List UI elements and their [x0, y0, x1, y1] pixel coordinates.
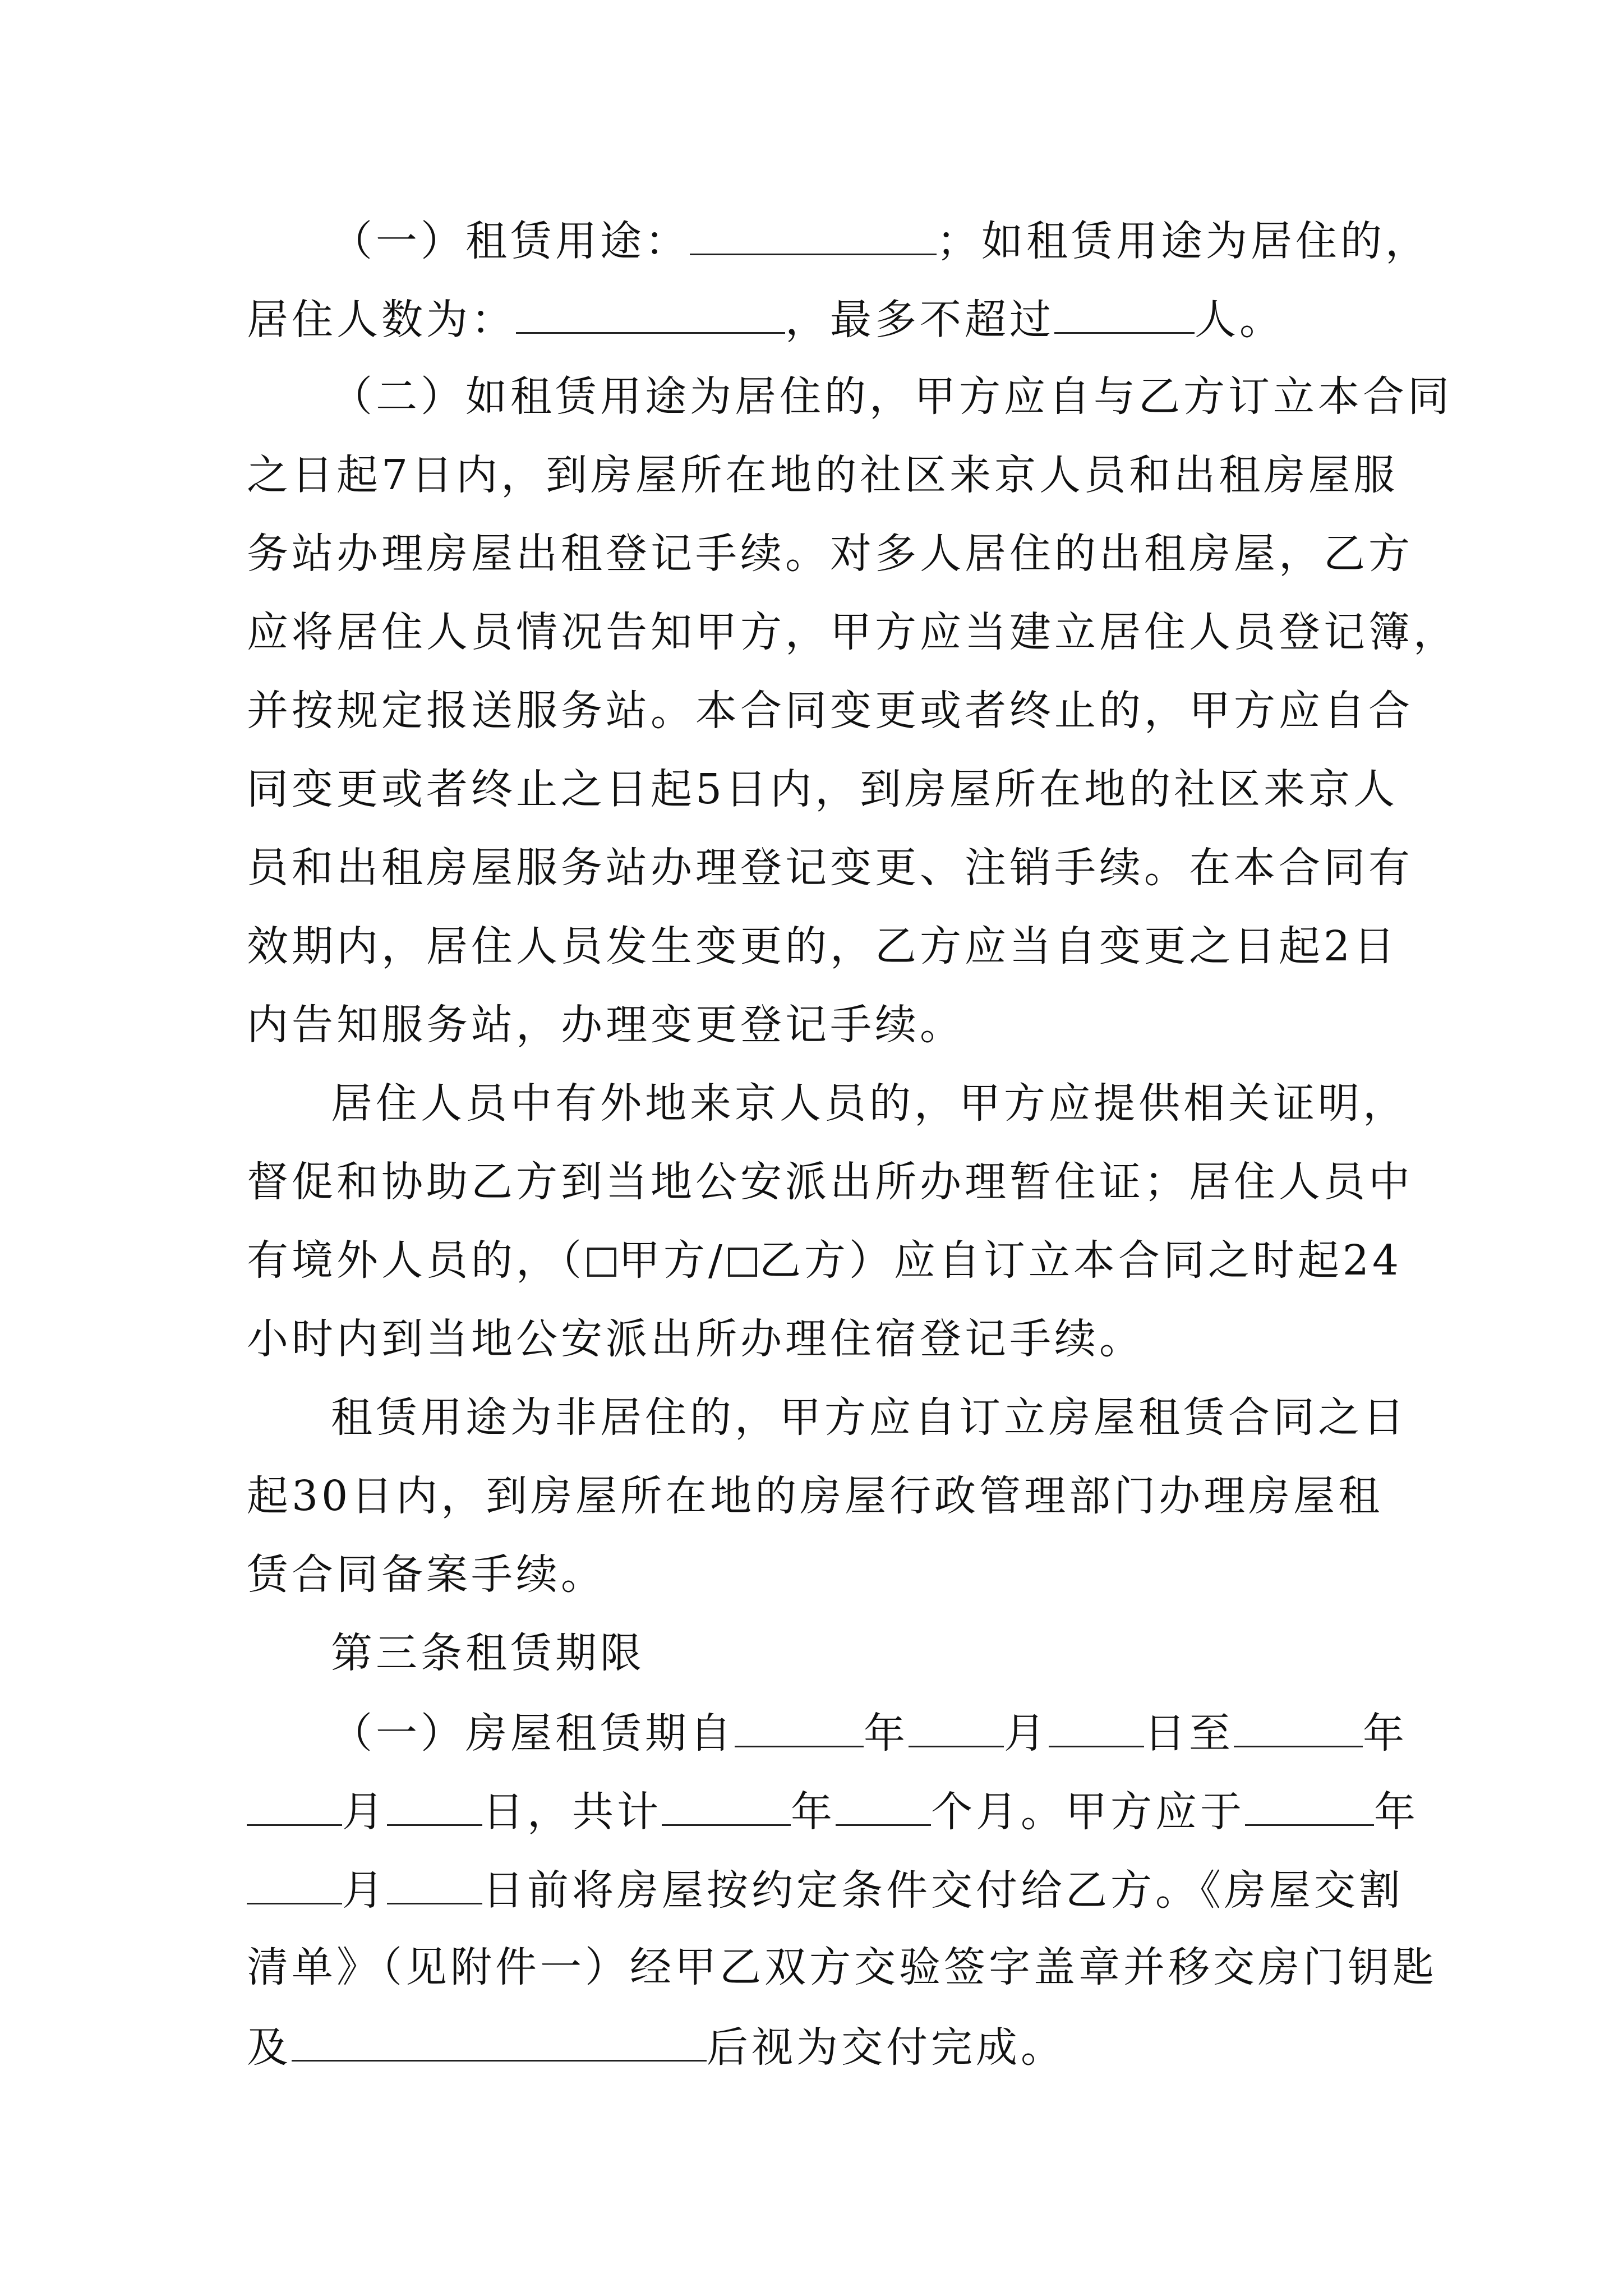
handover-items-blank[interactable]	[292, 2025, 707, 2062]
term-line-1	[331, 1709, 1408, 1757]
option-party-a-label: 甲方/	[619, 1236, 726, 1285]
registration-line-3: 务站办理房屋出租登记手续。对多人居住的出租房屋，乙方	[247, 530, 1413, 578]
registration-line-2: 之日起7日内，到房屋所在地的社区来京人员和出租房屋服	[247, 451, 1399, 499]
registration-line-6: 同变更或者终止之日起5日内，到房屋所在地的社区来京人	[247, 765, 1399, 813]
delivery-year-blank[interactable]	[1245, 1789, 1374, 1826]
registration-line-4: 应将居住人员情况告知甲方，甲方应当建立居住人员登记簿，	[247, 608, 1458, 656]
registration-line-5: 并按规定报送服务站。本合同变更或者终止的，甲方应自合	[247, 687, 1413, 735]
term-line-5	[247, 2023, 1066, 2072]
checkbox-party-a[interactable]	[587, 1248, 616, 1277]
foreign-line-1: 居住人员中有外地来京人员的，甲方应提供相关证明，	[331, 1079, 1408, 1128]
term-line-4: 清单》（见附件一）经甲乙双方交验签字盖章并移交房门钥匙	[247, 1943, 1437, 1991]
registration-line-8: 效期内，居住人员发生变更的，乙方应当自变更之日起2日	[247, 922, 1399, 970]
usage-blank[interactable]	[690, 219, 937, 255]
occupants-count-blank[interactable]	[516, 297, 785, 334]
start-month-blank[interactable]	[909, 1711, 1004, 1747]
nonresidential-line-2: 起30日内，到房屋所在地的房屋行政管理部门办理房屋租	[247, 1472, 1384, 1520]
day-to-label: 日至	[1144, 1709, 1234, 1757]
total-label: 日，共计	[482, 1788, 662, 1836]
completion-text: 后视为交付完成。	[707, 2023, 1066, 2072]
end-year-blank[interactable]	[1234, 1711, 1363, 1747]
occupants-label: 居住人数为：	[247, 296, 516, 344]
delivery-day-blank[interactable]	[387, 1868, 482, 1904]
usage-condition: ；如租赁用途为居住的，	[937, 217, 1430, 265]
month-unit: 月	[342, 1866, 387, 1915]
and-label: 及	[247, 2023, 292, 2072]
registration-line-7: 员和出租房屋服务站办理登记变更、注销手续。在本合同有	[247, 844, 1413, 892]
end-month-blank[interactable]	[247, 1789, 342, 1826]
year-unit: 年	[1363, 1709, 1408, 1757]
option-party-b-label: 乙方）应自订立本合同之时起24	[759, 1236, 1403, 1285]
section-heading: 第三条租赁期限	[331, 1629, 645, 1677]
year-unit: 年	[1374, 1788, 1419, 1836]
month-unit: 月	[1004, 1709, 1049, 1757]
occupants-max-label: ，最多不超过	[785, 296, 1054, 344]
year-unit: 年	[791, 1788, 836, 1836]
occupants-max-blank[interactable]	[1054, 297, 1195, 334]
registration-line-9: 内告知服务站，办理变更登记手续。	[247, 1001, 965, 1049]
term-line-2	[247, 1788, 1419, 1836]
start-year-blank[interactable]	[735, 1711, 864, 1747]
start-day-blank[interactable]	[1049, 1711, 1144, 1747]
foreign-line-2: 督促和协助乙方到当地公安派出所办理暂住证；居住人员中	[247, 1158, 1413, 1206]
foreign-line-3	[247, 1236, 1403, 1285]
nonresidential-line-3: 赁合同备案手续。	[247, 1550, 606, 1599]
nonresidential-line-1: 租赁用途为非居住的，甲方应自订立房屋租赁合同之日	[331, 1393, 1408, 1442]
end-day-blank[interactable]	[387, 1789, 482, 1826]
term-start-label: （一）房屋租赁期自	[331, 1709, 735, 1757]
occupants-line	[247, 296, 1284, 344]
year-unit: 年	[864, 1709, 909, 1757]
total-years-blank[interactable]	[662, 1789, 791, 1826]
month-unit: 月	[342, 1788, 387, 1836]
delivery-month-blank[interactable]	[247, 1868, 342, 1904]
delivery-label: 个月。甲方应于	[931, 1788, 1245, 1836]
foreign-line-4: 小时内到当地公安派出所办理住宿登记手续。	[247, 1315, 1144, 1363]
registration-line-1: （二）如租赁用途为居住的，甲方应自与乙方订立本合同	[331, 372, 1453, 421]
occupants-unit: 人。	[1195, 296, 1284, 344]
term-line-3	[247, 1866, 1404, 1915]
total-months-blank[interactable]	[836, 1789, 931, 1826]
usage-line	[331, 217, 1430, 265]
foreign-line-3-text: 有境外人员的，（	[247, 1236, 585, 1285]
usage-label: （一）租赁用途：	[331, 217, 690, 265]
delivery-text: 日前将房屋按约定条件交付给乙方。《房屋交割	[482, 1866, 1404, 1915]
checkbox-party-b[interactable]	[728, 1248, 757, 1277]
